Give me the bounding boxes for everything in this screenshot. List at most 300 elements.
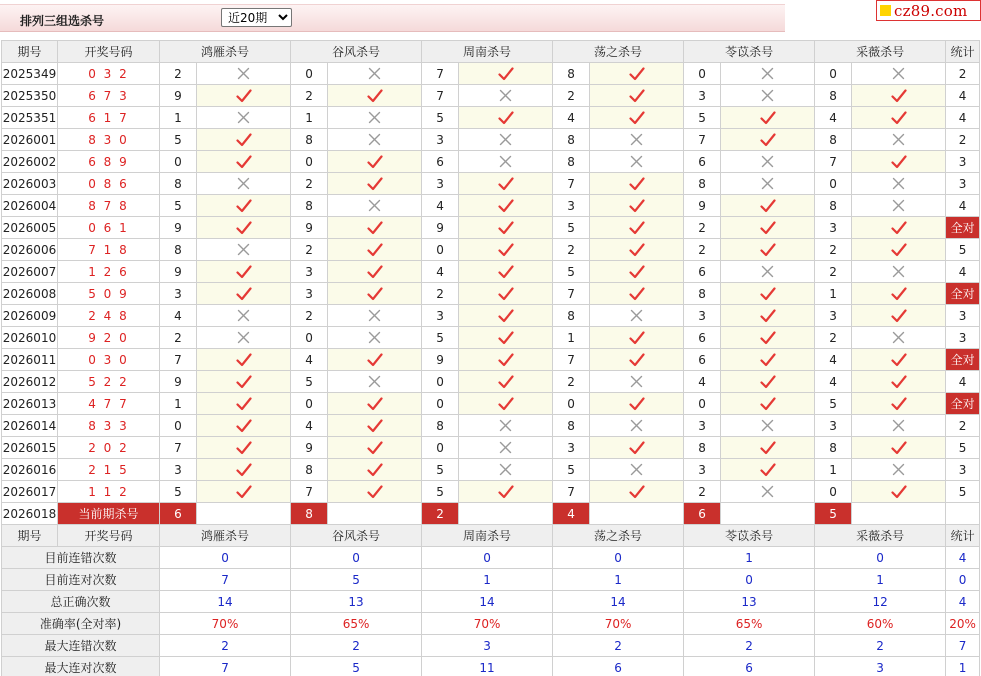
result-cell bbox=[852, 261, 946, 283]
kill-number-cell: 2 bbox=[291, 85, 328, 107]
check-icon bbox=[197, 419, 290, 433]
stat-cell: 4 bbox=[946, 371, 980, 393]
kill-number-cell: 4 bbox=[422, 195, 459, 217]
stats-col-method-3: 周南杀号 bbox=[422, 525, 553, 547]
draw-number-cell: 8 3 3 bbox=[58, 415, 160, 437]
cross-icon bbox=[328, 331, 421, 344]
kill-number-cell: 7 bbox=[684, 129, 721, 151]
check-icon bbox=[721, 353, 814, 367]
result-cell bbox=[721, 437, 815, 459]
table-row bbox=[2, 195, 980, 217]
result-cell bbox=[852, 415, 946, 437]
kill-number-cell: 5 bbox=[684, 107, 721, 129]
all-correct-badge: 全对 bbox=[946, 393, 980, 415]
check-icon bbox=[590, 441, 683, 455]
check-icon bbox=[721, 375, 814, 389]
stats-value: 2 bbox=[160, 635, 291, 657]
check-icon bbox=[197, 133, 290, 147]
kill-number-cell: 5 bbox=[160, 129, 197, 151]
kill-number-cell: 9 bbox=[422, 217, 459, 239]
stats-value: 0 bbox=[291, 547, 422, 569]
cross-icon bbox=[721, 155, 814, 168]
check-icon bbox=[721, 133, 814, 147]
kill-number-cell: 0 bbox=[291, 63, 328, 85]
result-cell bbox=[852, 283, 946, 305]
check-icon bbox=[590, 397, 683, 411]
kill-number-cell: 7 bbox=[160, 349, 197, 371]
kill-number-cell: 0 bbox=[815, 481, 852, 503]
stats-col-method-5: 苓苡杀号 bbox=[684, 525, 815, 547]
table-row bbox=[2, 239, 980, 261]
result-cell bbox=[721, 393, 815, 415]
result-cell bbox=[852, 481, 946, 503]
draw-number-cell: 2 4 8 bbox=[58, 305, 160, 327]
kill-number-cell: 2 bbox=[684, 481, 721, 503]
kill-number-cell: 4 bbox=[160, 305, 197, 327]
result-cell bbox=[721, 151, 815, 173]
result-cell bbox=[852, 195, 946, 217]
stats-value: 3 bbox=[815, 657, 946, 676]
kill-number-cell: 0 bbox=[422, 239, 459, 261]
result-cell bbox=[590, 459, 684, 481]
stats-value: 13 bbox=[291, 591, 422, 613]
check-icon bbox=[459, 375, 552, 389]
result-cell bbox=[197, 459, 291, 481]
result-cell bbox=[590, 327, 684, 349]
kill-number-cell: 4 bbox=[815, 107, 852, 129]
kill-number-cell: 1 bbox=[291, 107, 328, 129]
result-cell bbox=[197, 393, 291, 415]
check-icon bbox=[328, 463, 421, 477]
result-cell bbox=[721, 107, 815, 129]
current-pick-1: 6 bbox=[160, 503, 197, 525]
result-cell bbox=[590, 107, 684, 129]
check-icon bbox=[590, 243, 683, 257]
result-cell bbox=[459, 261, 553, 283]
stats-total: 1 bbox=[946, 657, 980, 676]
current-blank bbox=[852, 503, 946, 525]
result-cell bbox=[197, 151, 291, 173]
cross-icon bbox=[459, 441, 552, 454]
result-cell bbox=[852, 371, 946, 393]
check-icon bbox=[197, 221, 290, 235]
logo-square-icon bbox=[880, 5, 891, 16]
result-cell bbox=[459, 195, 553, 217]
stats-total: 20% bbox=[946, 613, 980, 635]
issue-cell: 2025350 bbox=[2, 85, 58, 107]
result-cell bbox=[852, 437, 946, 459]
kill-number-cell: 1 bbox=[553, 327, 590, 349]
issue-cell: 2026013 bbox=[2, 393, 58, 415]
check-icon bbox=[328, 265, 421, 279]
result-cell bbox=[459, 349, 553, 371]
kill-number-cell: 9 bbox=[160, 217, 197, 239]
stats-header-row bbox=[2, 525, 980, 547]
result-cell bbox=[721, 173, 815, 195]
check-icon bbox=[459, 177, 552, 191]
result-cell bbox=[197, 327, 291, 349]
cross-icon bbox=[328, 199, 421, 212]
result-cell bbox=[852, 327, 946, 349]
result-cell bbox=[852, 85, 946, 107]
result-cell bbox=[590, 173, 684, 195]
issue-cell: 2026017 bbox=[2, 481, 58, 503]
check-icon bbox=[590, 331, 683, 345]
result-cell bbox=[721, 85, 815, 107]
cross-icon bbox=[852, 199, 945, 212]
stats-value: 0 bbox=[160, 547, 291, 569]
check-icon bbox=[328, 419, 421, 433]
check-icon bbox=[459, 265, 552, 279]
current-pick-6: 5 bbox=[815, 503, 852, 525]
cross-icon bbox=[721, 89, 814, 102]
result-cell bbox=[590, 85, 684, 107]
result-cell bbox=[590, 239, 684, 261]
stats-col-stat: 统计 bbox=[946, 525, 980, 547]
result-cell bbox=[328, 415, 422, 437]
current-kill-label: 当前期杀号 bbox=[58, 503, 160, 525]
kill-number-cell: 6 bbox=[684, 151, 721, 173]
result-cell bbox=[197, 371, 291, 393]
kill-number-cell: 5 bbox=[815, 393, 852, 415]
stats-total: 4 bbox=[946, 591, 980, 613]
cross-icon bbox=[590, 155, 683, 168]
check-icon bbox=[852, 375, 945, 389]
result-cell bbox=[459, 371, 553, 393]
issue-cell: 2026005 bbox=[2, 217, 58, 239]
check-icon bbox=[721, 243, 814, 257]
result-cell bbox=[197, 239, 291, 261]
table-row bbox=[2, 283, 980, 305]
stat-cell: 3 bbox=[946, 151, 980, 173]
result-cell bbox=[459, 173, 553, 195]
issue-cell: 2026012 bbox=[2, 371, 58, 393]
kill-number-cell: 7 bbox=[422, 63, 459, 85]
site-logo[interactable] bbox=[876, 0, 981, 21]
cross-icon bbox=[590, 375, 683, 388]
table-row bbox=[2, 349, 980, 371]
cross-icon bbox=[328, 133, 421, 146]
result-cell bbox=[590, 283, 684, 305]
stats-col-method-6: 采薇杀号 bbox=[815, 525, 946, 547]
check-icon bbox=[197, 199, 290, 213]
kill-number-cell: 8 bbox=[815, 437, 852, 459]
check-icon bbox=[590, 265, 683, 279]
cross-icon bbox=[721, 485, 814, 498]
table-row bbox=[2, 217, 980, 239]
result-cell bbox=[328, 305, 422, 327]
result-cell bbox=[852, 349, 946, 371]
check-icon bbox=[852, 353, 945, 367]
kill-number-table bbox=[1, 40, 980, 676]
cross-icon bbox=[197, 309, 290, 322]
check-icon bbox=[721, 309, 814, 323]
result-cell bbox=[590, 151, 684, 173]
result-cell bbox=[197, 63, 291, 85]
kill-number-cell: 6 bbox=[684, 327, 721, 349]
issue-cell: 2026016 bbox=[2, 459, 58, 481]
result-cell bbox=[459, 151, 553, 173]
cross-icon bbox=[852, 419, 945, 432]
issue-cell: 2026009 bbox=[2, 305, 58, 327]
stats-value: 0 bbox=[422, 547, 553, 569]
check-icon bbox=[590, 67, 683, 81]
stats-value: 0 bbox=[684, 569, 815, 591]
table-row bbox=[2, 63, 980, 85]
current-blank bbox=[590, 503, 684, 525]
check-icon bbox=[459, 331, 552, 345]
kill-number-cell: 4 bbox=[291, 415, 328, 437]
kill-number-cell: 9 bbox=[422, 349, 459, 371]
cross-icon bbox=[459, 133, 552, 146]
check-icon bbox=[721, 199, 814, 213]
check-icon bbox=[590, 287, 683, 301]
kill-number-cell: 7 bbox=[553, 349, 590, 371]
result-cell bbox=[328, 481, 422, 503]
stat-cell: 3 bbox=[946, 173, 980, 195]
kill-number-cell: 7 bbox=[553, 283, 590, 305]
kill-number-cell: 5 bbox=[422, 107, 459, 129]
result-cell bbox=[459, 63, 553, 85]
current-pick-2: 8 bbox=[291, 503, 328, 525]
cross-icon bbox=[590, 419, 683, 432]
draw-number-cell: 2 1 5 bbox=[58, 459, 160, 481]
table-row bbox=[2, 173, 980, 195]
issue-cell: 2026004 bbox=[2, 195, 58, 217]
check-icon bbox=[328, 353, 421, 367]
cross-icon bbox=[197, 243, 290, 256]
stats-label: 目前连对次数 bbox=[2, 569, 160, 591]
result-cell bbox=[721, 371, 815, 393]
issue-cell: 2026006 bbox=[2, 239, 58, 261]
table-row bbox=[2, 107, 980, 129]
result-cell bbox=[721, 129, 815, 151]
table-row bbox=[2, 305, 980, 327]
result-cell bbox=[590, 349, 684, 371]
stat-cell: 5 bbox=[946, 481, 980, 503]
result-cell bbox=[459, 129, 553, 151]
col-header-method-5: 苓苡杀号 bbox=[684, 41, 815, 63]
kill-number-cell: 3 bbox=[553, 195, 590, 217]
kill-number-cell: 2 bbox=[160, 327, 197, 349]
issue-cell: 2026011 bbox=[2, 349, 58, 371]
stat-cell: 4 bbox=[946, 85, 980, 107]
cross-icon bbox=[328, 309, 421, 322]
kill-number-cell: 3 bbox=[815, 217, 852, 239]
stats-value: 12 bbox=[815, 591, 946, 613]
kill-number-cell: 0 bbox=[291, 327, 328, 349]
check-icon bbox=[459, 111, 552, 125]
kill-number-cell: 3 bbox=[291, 283, 328, 305]
cross-icon bbox=[459, 155, 552, 168]
check-icon bbox=[459, 199, 552, 213]
issue-cell: 2026003 bbox=[2, 173, 58, 195]
check-icon bbox=[721, 397, 814, 411]
check-icon bbox=[328, 155, 421, 169]
period-select[interactable] bbox=[221, 8, 292, 27]
cross-icon bbox=[459, 419, 552, 432]
cross-icon bbox=[459, 463, 552, 476]
check-icon bbox=[852, 155, 945, 169]
page-title: 排列三组选杀号 bbox=[20, 14, 105, 28]
result-cell bbox=[197, 283, 291, 305]
draw-number-cell: 8 7 8 bbox=[58, 195, 160, 217]
result-cell bbox=[852, 63, 946, 85]
check-icon bbox=[197, 265, 290, 279]
kill-number-cell: 2 bbox=[684, 217, 721, 239]
result-cell bbox=[721, 195, 815, 217]
kill-number-cell: 5 bbox=[160, 195, 197, 217]
stats-col-method-2: 谷风杀号 bbox=[291, 525, 422, 547]
stat-cell: 5 bbox=[946, 437, 980, 459]
stats-value: 65% bbox=[291, 613, 422, 635]
result-cell bbox=[459, 393, 553, 415]
kill-number-cell: 6 bbox=[684, 349, 721, 371]
result-cell bbox=[590, 63, 684, 85]
result-cell bbox=[328, 327, 422, 349]
check-icon bbox=[197, 375, 290, 389]
stat-cell: 3 bbox=[946, 327, 980, 349]
kill-number-cell: 3 bbox=[684, 85, 721, 107]
col-header-method-2: 谷风杀号 bbox=[291, 41, 422, 63]
stats-value: 1 bbox=[553, 569, 684, 591]
check-icon bbox=[459, 243, 552, 257]
stats-value: 14 bbox=[553, 591, 684, 613]
result-cell bbox=[459, 107, 553, 129]
current-blank bbox=[328, 503, 422, 525]
result-cell bbox=[197, 437, 291, 459]
draw-number-cell: 1 1 2 bbox=[58, 481, 160, 503]
check-icon bbox=[590, 485, 683, 499]
table-row bbox=[2, 437, 980, 459]
current-pick-4: 4 bbox=[553, 503, 590, 525]
cross-icon bbox=[721, 177, 814, 190]
result-cell bbox=[721, 305, 815, 327]
result-cell bbox=[852, 173, 946, 195]
result-cell bbox=[459, 239, 553, 261]
table-row bbox=[2, 129, 980, 151]
stats-value: 2 bbox=[815, 635, 946, 657]
kill-number-cell: 7 bbox=[291, 481, 328, 503]
draw-number-cell: 9 2 0 bbox=[58, 327, 160, 349]
cross-icon bbox=[852, 265, 945, 278]
kill-number-cell: 8 bbox=[815, 195, 852, 217]
check-icon bbox=[590, 111, 683, 125]
kill-number-cell: 3 bbox=[422, 129, 459, 151]
result-cell bbox=[197, 305, 291, 327]
result-cell bbox=[197, 85, 291, 107]
issue-cell: 2026014 bbox=[2, 415, 58, 437]
kill-number-cell: 4 bbox=[684, 371, 721, 393]
stats-value: 5 bbox=[291, 569, 422, 591]
result-cell bbox=[328, 63, 422, 85]
stats-total: 7 bbox=[946, 635, 980, 657]
stat-cell: 4 bbox=[946, 261, 980, 283]
check-icon bbox=[721, 463, 814, 477]
check-icon bbox=[459, 67, 552, 81]
stats-value: 5 bbox=[291, 657, 422, 676]
draw-number-cell: 0 6 1 bbox=[58, 217, 160, 239]
cross-icon bbox=[328, 67, 421, 80]
stats-label: 最大连对次数 bbox=[2, 657, 160, 676]
kill-number-cell: 6 bbox=[422, 151, 459, 173]
draw-number-cell: 0 3 0 bbox=[58, 349, 160, 371]
kill-number-cell: 5 bbox=[553, 261, 590, 283]
cross-icon bbox=[721, 67, 814, 80]
kill-number-cell: 3 bbox=[684, 305, 721, 327]
stats-row bbox=[2, 569, 980, 591]
all-correct-badge: 全对 bbox=[946, 217, 980, 239]
result-cell bbox=[852, 129, 946, 151]
stats-value: 70% bbox=[160, 613, 291, 635]
result-cell bbox=[197, 481, 291, 503]
current-blank bbox=[459, 503, 553, 525]
result-cell bbox=[852, 459, 946, 481]
table-row bbox=[2, 151, 980, 173]
stat-cell: 3 bbox=[946, 305, 980, 327]
kill-number-cell: 7 bbox=[553, 173, 590, 195]
kill-number-cell: 7 bbox=[422, 85, 459, 107]
check-icon bbox=[852, 309, 945, 323]
result-cell bbox=[721, 239, 815, 261]
check-icon bbox=[328, 177, 421, 191]
result-cell bbox=[721, 261, 815, 283]
check-icon bbox=[590, 177, 683, 191]
check-icon bbox=[459, 287, 552, 301]
table-row bbox=[2, 481, 980, 503]
check-icon bbox=[852, 441, 945, 455]
kill-number-cell: 8 bbox=[553, 415, 590, 437]
kill-number-cell: 2 bbox=[815, 327, 852, 349]
stats-value: 70% bbox=[422, 613, 553, 635]
kill-number-cell: 0 bbox=[422, 437, 459, 459]
kill-number-cell: 0 bbox=[684, 63, 721, 85]
stats-row bbox=[2, 613, 980, 635]
kill-number-cell: 2 bbox=[815, 239, 852, 261]
check-icon bbox=[197, 353, 290, 367]
cross-icon bbox=[852, 133, 945, 146]
kill-number-cell: 8 bbox=[553, 305, 590, 327]
check-icon bbox=[459, 353, 552, 367]
kill-number-cell: 5 bbox=[553, 217, 590, 239]
current-blank bbox=[721, 503, 815, 525]
result-cell bbox=[328, 371, 422, 393]
result-cell bbox=[328, 283, 422, 305]
cross-icon bbox=[852, 331, 945, 344]
check-icon bbox=[328, 243, 421, 257]
issue-cell: 2026001 bbox=[2, 129, 58, 151]
issue-cell: 2026007 bbox=[2, 261, 58, 283]
draw-number-cell: 4 7 7 bbox=[58, 393, 160, 415]
check-icon bbox=[197, 397, 290, 411]
result-cell bbox=[197, 129, 291, 151]
kill-number-cell: 0 bbox=[160, 415, 197, 437]
draw-number-cell: 1 2 6 bbox=[58, 261, 160, 283]
result-cell bbox=[721, 217, 815, 239]
result-cell bbox=[590, 261, 684, 283]
stats-col-draw: 开奖号码 bbox=[58, 525, 160, 547]
kill-number-cell: 2 bbox=[160, 63, 197, 85]
kill-number-cell: 5 bbox=[291, 371, 328, 393]
issue-cell: 2026002 bbox=[2, 151, 58, 173]
stats-value: 0 bbox=[553, 547, 684, 569]
kill-number-cell: 3 bbox=[815, 305, 852, 327]
issue-cell: 2025351 bbox=[2, 107, 58, 129]
kill-number-cell: 7 bbox=[553, 481, 590, 503]
check-icon bbox=[459, 397, 552, 411]
kill-number-cell: 8 bbox=[815, 129, 852, 151]
cross-icon bbox=[852, 177, 945, 190]
